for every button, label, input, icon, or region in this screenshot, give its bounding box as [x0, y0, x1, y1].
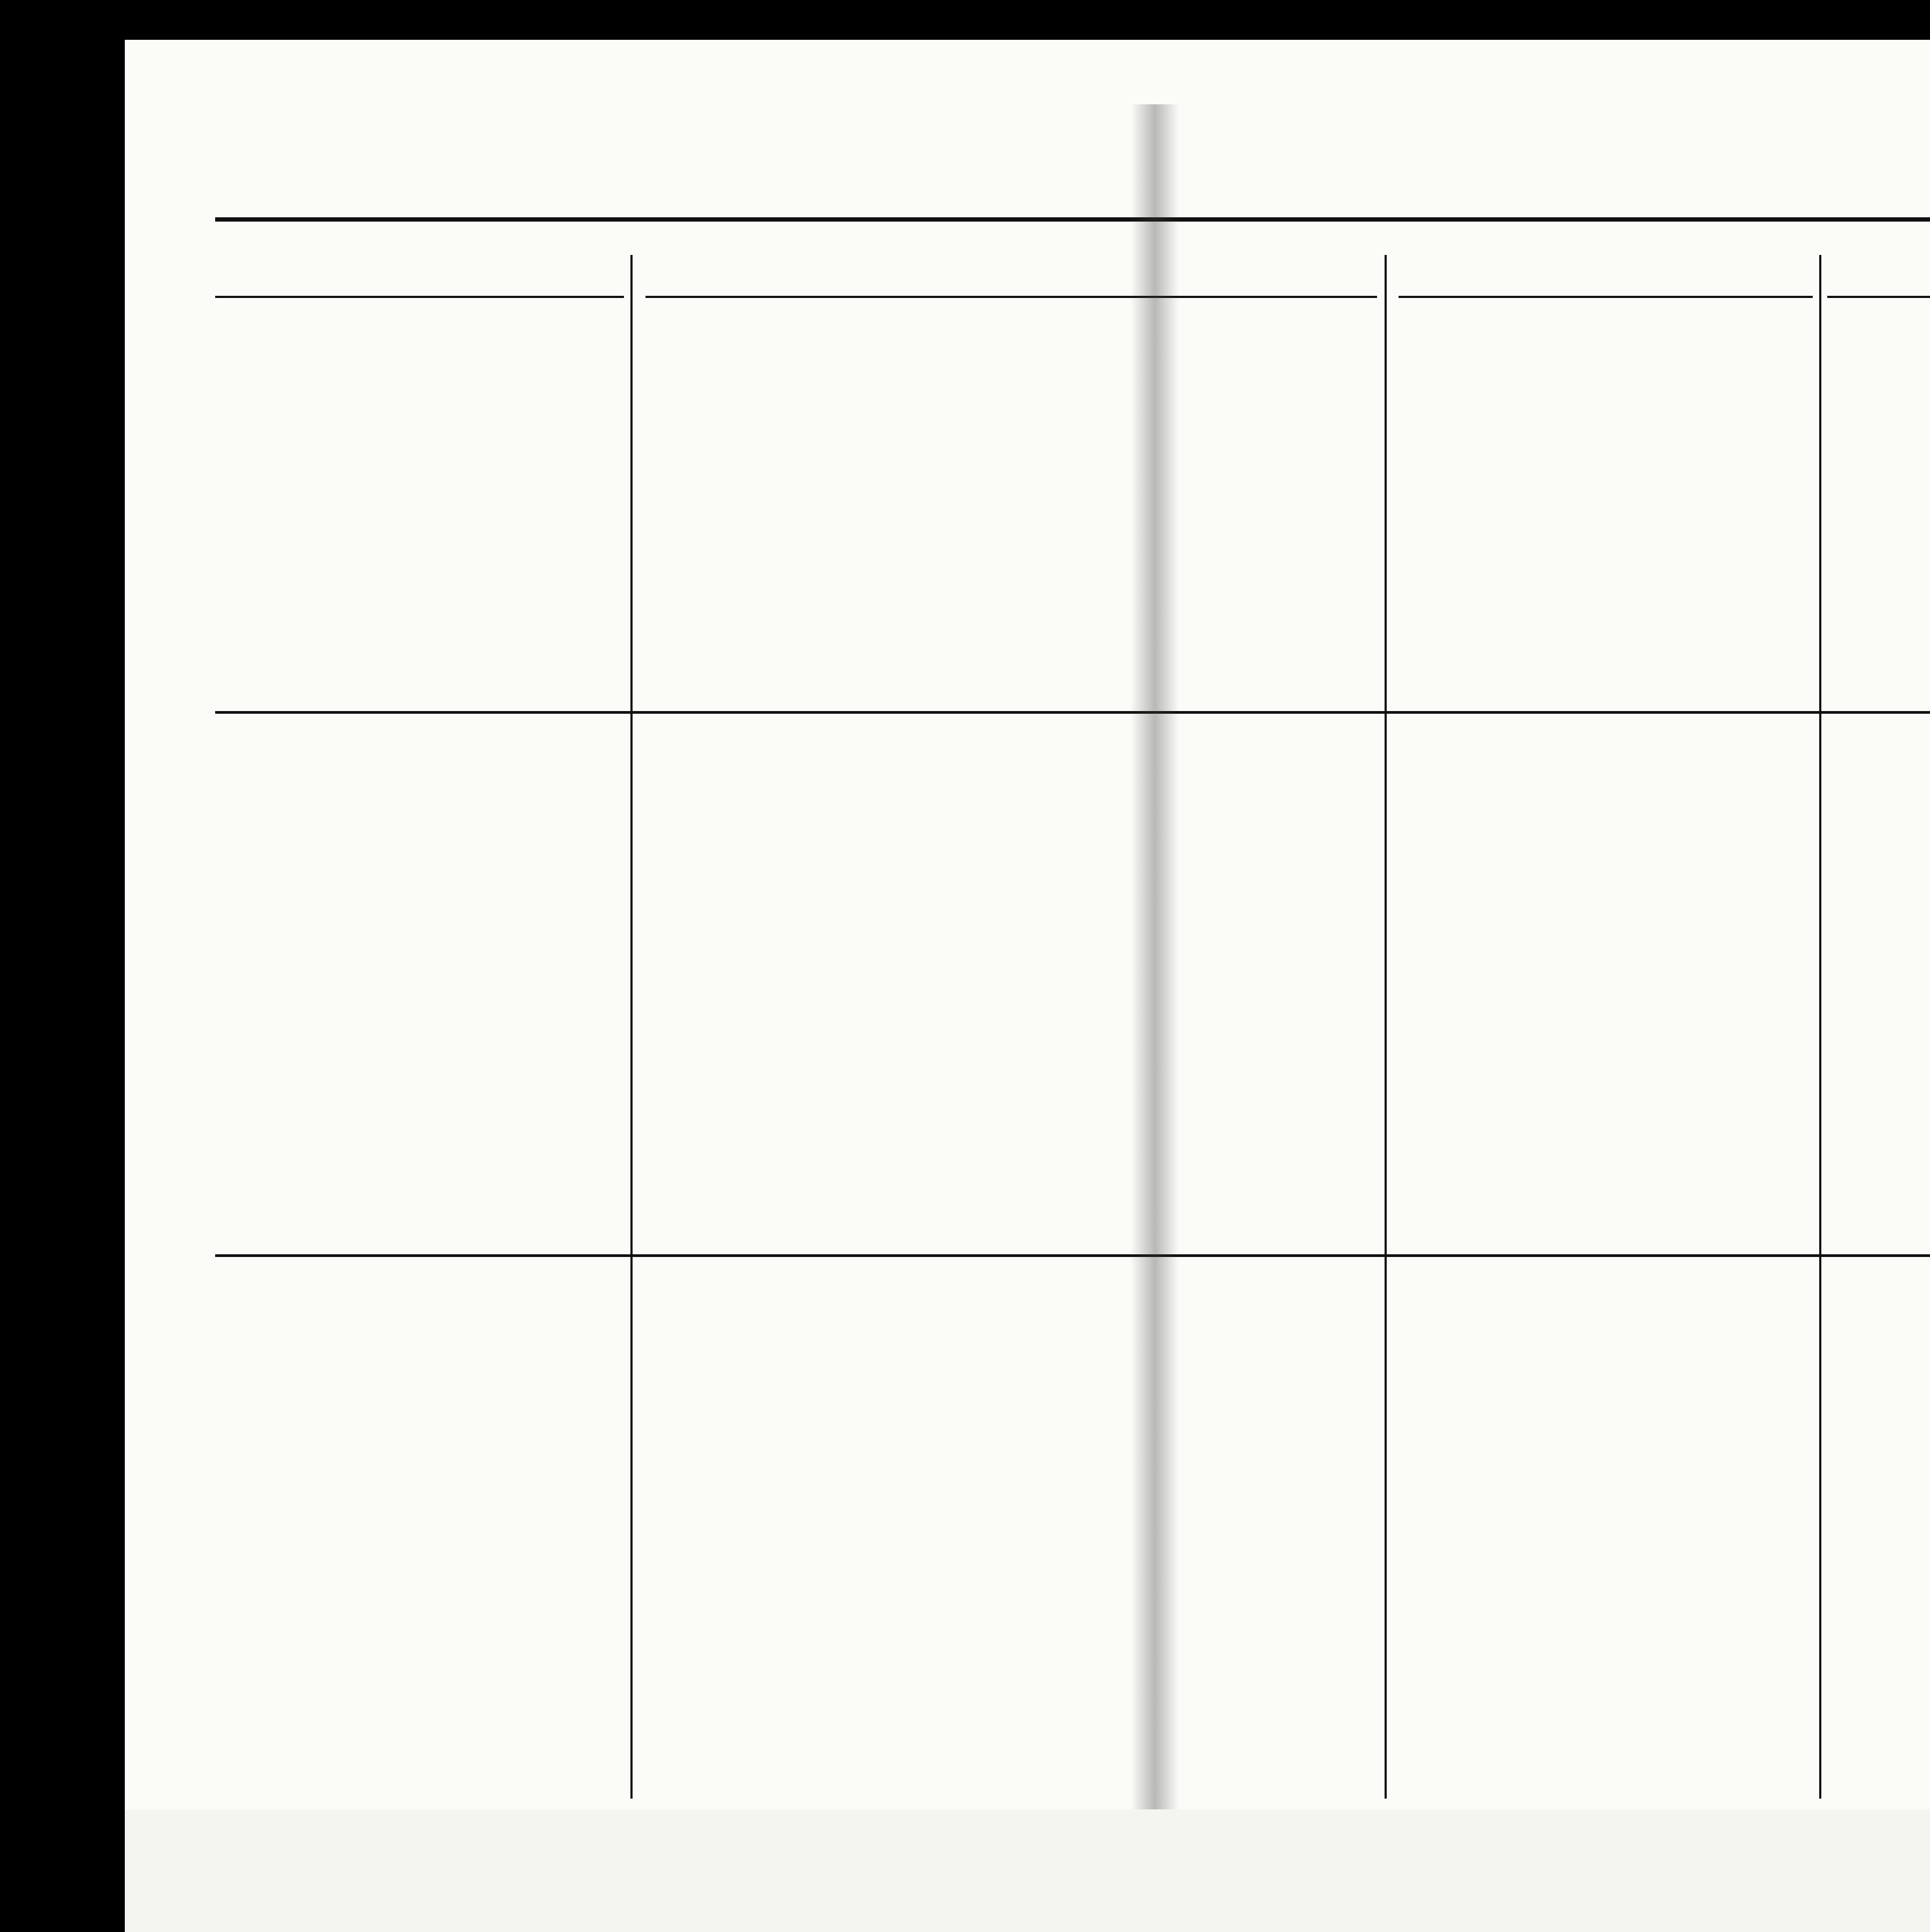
canada-divisions: [640, 729, 1377, 1251]
canada-boundaries: [205, 777, 630, 787]
nova-scotia-capes: [1395, 1272, 1810, 1788]
header-underline: [645, 296, 1377, 298]
new-britain-capes: [1395, 315, 1810, 708]
title-rule: [215, 217, 1930, 222]
header-underline: [1827, 296, 1930, 298]
ornamental-chain-border-left: [167, 84, 188, 1794]
canada-lakes: [1395, 729, 1810, 1251]
header-underline: [215, 296, 624, 298]
nova-scotia-boundaries: [205, 1319, 630, 1326]
new-britain-climate: [1825, 315, 1930, 708]
section-rule-2: [215, 1254, 1930, 1257]
section-rule-1: [215, 711, 1930, 714]
nova-scotia-divisions: [640, 1272, 1377, 1788]
new-britain-divisions: [640, 315, 1377, 708]
ornamental-chain-border-top: [167, 84, 1930, 105]
paper-margin-bottom: [125, 1809, 1930, 1932]
column-rule-1: [630, 255, 633, 1799]
header-underline: [1399, 296, 1813, 298]
column-rule-3: [1819, 255, 1821, 1799]
nova-scotia-climate: [1825, 1272, 1930, 1788]
newspaper-page: [125, 40, 1930, 1932]
column-rule-2: [1385, 255, 1387, 1799]
canada-climate: [1825, 729, 1930, 1251]
